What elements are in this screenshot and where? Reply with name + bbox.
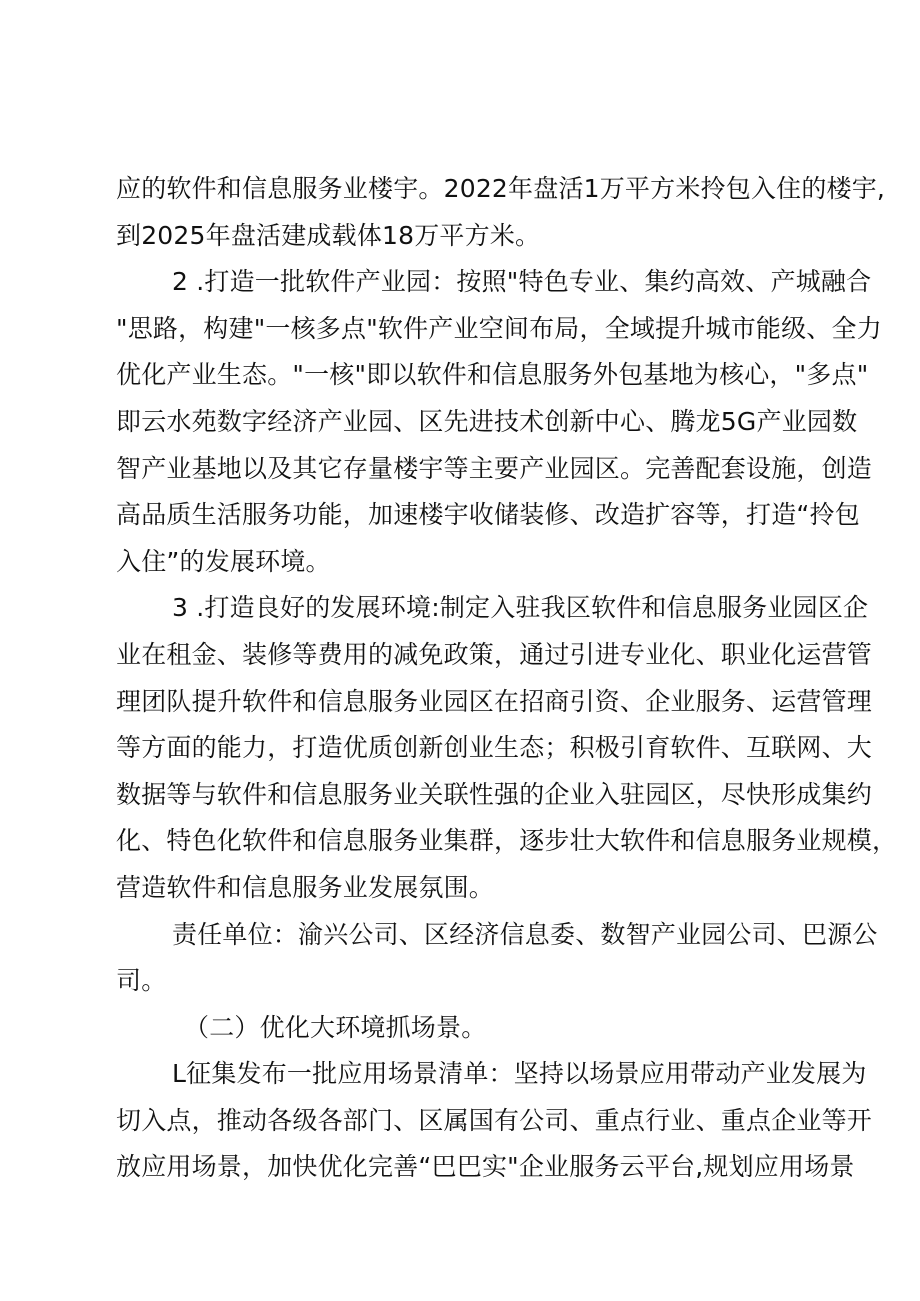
paragraph-line: 应的软件和信息服务业楼宇。2022年盘活1万平方米拎包入住的楼宇, [116,174,886,203]
paragraph-line: 化、特色化软件和信息服务业集群，逐步壮大软件和信息服务业规模， [116,826,898,856]
paragraph-line: 责任单位：渝兴公司、区经济信息委、数智产业园公司、巴源公 [172,919,878,949]
paragraph-line: 理团队提升软件和信息服务业园区在招商引资、企业服务、运营管理 [116,686,873,716]
paragraph-line: 营造软件和信息服务业发展氛围。 [116,872,495,902]
paragraph-line: 到2025年盘活建成载体18万平方米。 [116,220,541,250]
section-heading: （二）优化大环境抓场景。 [184,1012,487,1042]
paragraph-line: 数据等与软件和信息服务业关联性强的企业入驻园区，尽快形成集约 [116,779,873,809]
paragraph-line: L征集发布一批应用场景清单：坚持以场景应用带动产业发展为 [172,1059,867,1089]
paragraph-line: 司。 [116,966,167,996]
paragraph-line: 3 .打造良好的发展环境:制定入驻我区软件和信息服务业园区企 [172,593,869,623]
paragraph-line: 入住”的发展环境。 [116,546,331,576]
paragraph-line: "思路，构建"一核多点"软件产业空间布局，全域提升城市能级、全力 [116,313,882,343]
paragraph-line: 高品质生活服务功能，加速楼宇收储装修、改造扩容等，打造“拎包 [116,500,860,530]
paragraph-line: 切入点，推动各级各部门、区属国有公司、重点行业、重点企业等开 [116,1105,873,1135]
paragraph-line: 等方面的能力，打造优质创新创业生态；积极引育软件、互联网、大 [116,733,873,763]
paragraph-line: 业在租金、装修等费用的减免政策，通过引进专业化、职业化运营管 [116,639,873,669]
paragraph-line: 放应用场景，加快优化完善“巴巴实"企业服务云平台,规划应用场景 [116,1152,855,1182]
paragraph-line: 智产业基地以及其它存量楼宇等主要产业园区。完善配套设施，创造 [116,453,873,483]
paragraph-line: 2 .打造一批软件产业园：按照"特色专业、集约高效、产城融合 [172,267,872,297]
document-body [116,166,898,1191]
paragraph-line: 优化产业生态。"一核"即以软件和信息服务外包基地为核心，"多点" [116,360,869,390]
paragraph-line: 即云水苑数字经济产业园、区先进技术创新中心、腾龙5G产业园数 [116,406,858,436]
